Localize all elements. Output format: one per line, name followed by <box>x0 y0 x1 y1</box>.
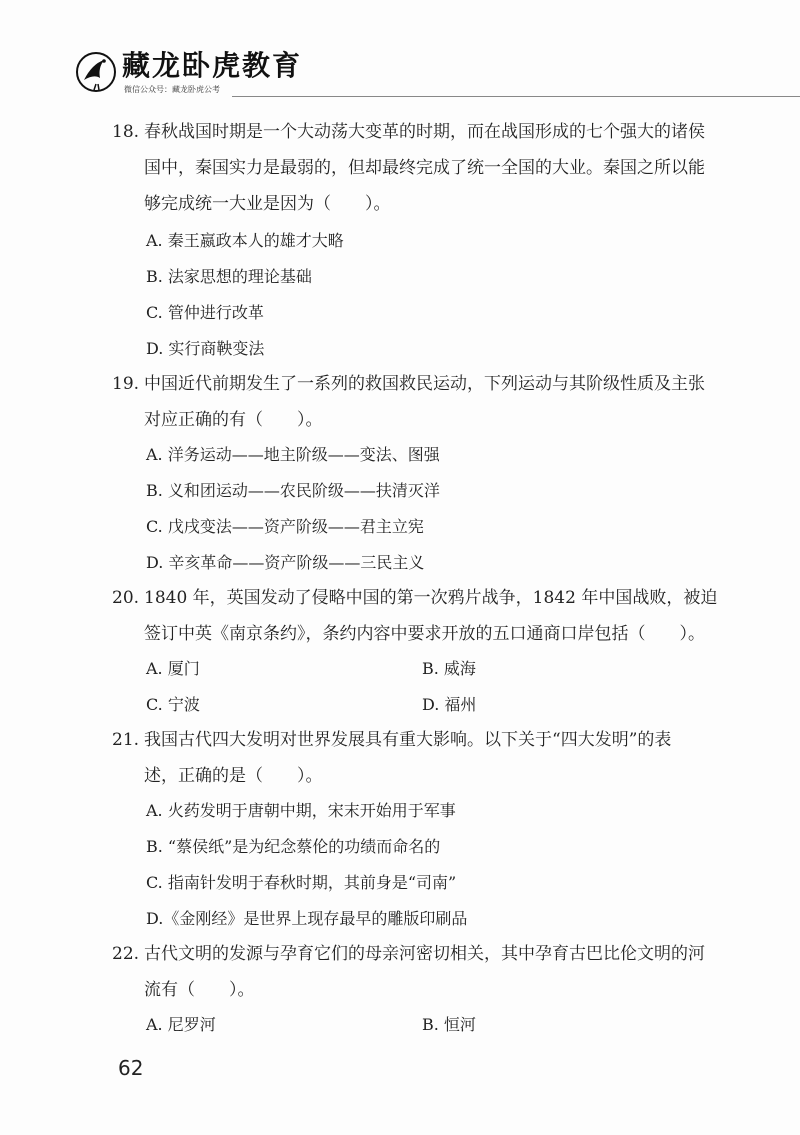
question-text-line: 签订中英《南京条约》，条约内容中要求开放的五口通商口岸包括（ ）。 <box>144 624 705 644</box>
question-text-line: 流有（ ）。 <box>144 980 255 1000</box>
page-number: 62 <box>118 1056 144 1080</box>
crane-logo-icon <box>74 50 118 94</box>
question-text-line: 中国近代前期发生了一系列的救国救民运动，下列运动与其阶级性质及主张 <box>144 374 705 394</box>
question-number: 21. <box>112 730 140 750</box>
option-b: B. 恒河 <box>422 1015 476 1034</box>
question-number: 22. <box>112 944 140 964</box>
option-b: B. 义和团运动——农民阶级——扶清灭洋 <box>146 481 440 500</box>
brand-subtitle: 微信公众号：藏龙卧虎公考 <box>124 85 220 94</box>
question-text-line: 1840 年，英国发动了侵略中国的第一次鸦片战争，1842 年中国战败，被迫 <box>144 588 718 608</box>
option-d: D. 实行商鞅变法 <box>146 339 265 358</box>
page-header <box>0 0 800 100</box>
option-a: A. 厦门 <box>146 659 200 678</box>
question-number: 19. <box>112 374 140 394</box>
question-text-line: 述，正确的是（ ）。 <box>144 766 323 786</box>
option-c: C. 宁波 <box>146 695 200 714</box>
option-b: B. “蔡侯纸”是为纪念蔡伦的功绩而命名的 <box>146 837 441 856</box>
header-divider <box>232 96 800 97</box>
question-text-line: 春秋战国时期是一个大动荡大变革的时期，而在战国形成的七个强大的诸侯 <box>144 122 705 142</box>
option-a: A. 火药发明于唐朝中期，宋末开始用于军事 <box>146 801 456 820</box>
option-c: C. 管仲进行改革 <box>146 303 264 322</box>
question-text-line: 够完成统一大业是因为（ ）。 <box>144 194 391 214</box>
option-b: B. 威海 <box>422 659 476 678</box>
question-text-line: 对应正确的有（ ）。 <box>144 410 323 430</box>
option-c: C. 戊戌变法——资产阶级——君主立宪 <box>146 517 424 536</box>
question-text-line: 国中，秦国实力是最弱的，但却最终完成了统一全国的大业。秦国之所以能 <box>144 158 705 178</box>
option-a: A. 尼罗河 <box>146 1015 216 1034</box>
brand-title: 藏龙卧虎教育 <box>122 49 303 82</box>
question-text-line: 古代文明的发源与孕育它们的母亲河密切相关，其中孕育古巴比伦文明的河 <box>144 944 705 964</box>
question-text-line: 我国古代四大发明对世界发展具有重大影响。以下关于“四大发明”的表 <box>144 730 672 750</box>
question-number: 18. <box>112 122 140 142</box>
option-c: C. 指南针发明于春秋时期，其前身是“司南” <box>146 873 457 892</box>
option-d: D. 福州 <box>422 695 477 714</box>
option-b: B. 法家思想的理论基础 <box>146 267 312 286</box>
option-d: D.《金刚经》是世界上现存最早的雕版印刷品 <box>146 909 468 928</box>
question-number: 20. <box>112 588 140 608</box>
option-d: D. 辛亥革命——资产阶级——三民主义 <box>146 553 425 572</box>
option-a: A. 秦王嬴政本人的雄才大略 <box>146 231 344 250</box>
option-a: A. 洋务运动——地主阶级——变法、图强 <box>146 445 440 464</box>
